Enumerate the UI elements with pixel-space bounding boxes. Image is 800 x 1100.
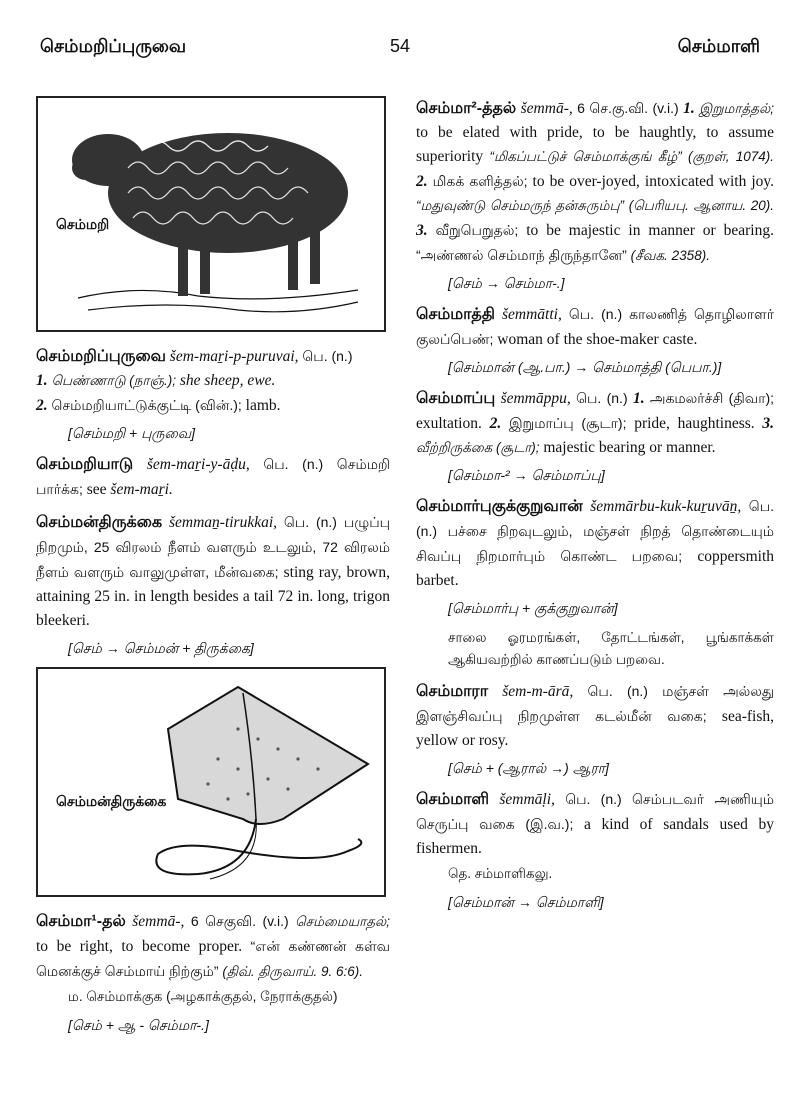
cognate-note: ம. செம்மாக்குக (அழகாக்குதல், நேராக்குதல்) xyxy=(68,989,338,1004)
header-right-guide-word: செம்மாளி xyxy=(677,36,760,56)
headword: செம்மறிப்புருவை xyxy=(36,348,166,365)
sense-number: 3. xyxy=(762,415,775,432)
headword: செம்மார்புகுக்குறுவான் xyxy=(416,498,583,515)
headword: செம்மாப்பு xyxy=(416,390,496,407)
entry-sem-maripuruvai xyxy=(36,344,390,444)
english-sense: woman of the shoe-maker caste. xyxy=(497,331,698,348)
sense-number: 1. xyxy=(36,372,48,389)
headword: செம்மாளி xyxy=(416,791,490,808)
tamil-sense: இறுமாத்தல்; xyxy=(699,101,775,116)
tamil-sense: அகமலர்ச்சி (திவா); xyxy=(649,390,775,406)
english-sense: exultation. xyxy=(416,415,482,432)
sheep-figure xyxy=(36,96,386,332)
headword: செம்மா¹-தல் xyxy=(36,913,126,930)
part-of-speech: பெ. (n.) xyxy=(565,791,622,807)
citation: (திவ். திருவாய். 9. 6:6). xyxy=(222,964,363,979)
quotation: “அண்ணல் செம்மாந் திருந்தானே” xyxy=(416,247,627,263)
english-sense: to be right, to become proper. xyxy=(36,938,243,955)
headword: செம்மாரா xyxy=(416,683,489,700)
quotation: “மதுவுண்டு செம்மருந் தன்சுரும்பு” xyxy=(416,198,624,213)
entry-semma2-ttal xyxy=(416,96,774,294)
entry-sem-mariyadu xyxy=(36,452,390,502)
english-sense: a kind of sandals used by fishermen. xyxy=(416,816,774,857)
headword: செம்மா²-த்தல் xyxy=(416,100,517,117)
english-sense: to be majestic in manner or bearing. xyxy=(526,222,774,239)
entry-semmara xyxy=(416,679,774,779)
citation: (குறள், 1074). xyxy=(688,149,774,164)
headword: செம்மன்திருக்கை xyxy=(36,514,163,531)
transliteration: šem-maṟi-y-āḍu, xyxy=(146,456,250,473)
tamil-sense: செம்மையாதல்; xyxy=(295,914,390,929)
quotation: “மிகப்பட்டுச் செம்மாக்குங் கீழ்” xyxy=(489,149,682,164)
part-of-speech: பெ. (n.) xyxy=(576,390,628,406)
sense-number: 2. xyxy=(36,397,48,414)
sense-number: 2. xyxy=(416,173,428,190)
part-of-speech: பெ. (n.) xyxy=(302,348,353,364)
entry-semmarbu-kukkuruvan xyxy=(416,494,774,671)
sheep-figure-caption: செம்மறி xyxy=(56,216,109,235)
transliteration: šem-m-ārā, xyxy=(502,683,574,700)
headword: செம்மாத்தி xyxy=(416,306,495,323)
english-sense: majestic bearing or manner. xyxy=(543,439,716,456)
stingray-figure-caption: செம்மன்திருக்கை xyxy=(56,793,166,812)
citation: (சீவக. 2358). xyxy=(630,248,710,263)
tamil-sense: மஞ்சள் அல்லது இளஞ்சிவப்பு நிறமுள்ள கடல்மீன் வகை; xyxy=(416,683,775,724)
part-of-speech: பெ. (n.) xyxy=(568,306,623,322)
sense-number: 3. xyxy=(416,222,428,239)
english-sense: sea-fish, yellow or rosy. xyxy=(416,708,774,749)
tamil-sense: காலணித் தொழிலாளர் குலப்பெண்; xyxy=(416,306,775,347)
etymology: [செம்மறி + புருவை] xyxy=(68,425,195,441)
etymology: [செம்மான் (ஆ.பா.) → செம்மாத்தி (பெபா.)] xyxy=(448,359,722,375)
sheep-illustration xyxy=(38,98,384,330)
english-sense: see xyxy=(86,481,107,498)
transliteration: šemmā-, xyxy=(132,913,185,930)
english-sense: lamb. xyxy=(245,397,281,414)
english-sense: to be elated with pride, to be haughtly, to assume superiority xyxy=(416,124,774,165)
etymology: [செம்மான் → செம்மாளி] xyxy=(448,894,604,910)
transliteration: šemmāppu, xyxy=(500,390,571,407)
part-of-speech: பெ. (n.) xyxy=(587,683,648,699)
entry-semmappu xyxy=(416,386,774,486)
part-of-speech: 6 செகுவி. (v.i.) xyxy=(190,913,289,929)
tamil-sense: செம்படவர் அணியும் செருப்பு வகை (இ.வ.); xyxy=(416,791,775,832)
cross-reference: šem-maṟi. xyxy=(110,481,173,498)
entry-semmali xyxy=(416,787,774,913)
stingray-figure xyxy=(36,667,386,897)
english-sense: coppersmith barbet. xyxy=(416,548,774,589)
part-of-speech: பெ. (n.) xyxy=(263,456,324,472)
cognate-note: தெ. சம்மாளிகலு. xyxy=(448,866,553,881)
etymology: [செம் → செம்மன் + திருக்கை] xyxy=(68,640,254,656)
entry-semmatti xyxy=(416,302,774,378)
english-sense: to be over-joyed, intoxicated with joy. xyxy=(532,173,774,190)
header-left-guide-word: செம்மறிப்புருவை xyxy=(40,36,187,56)
right-column xyxy=(416,96,774,921)
sense-number: 2. xyxy=(489,415,502,432)
sense-number: 1. xyxy=(632,390,645,407)
transliteration: šemmātti, xyxy=(501,306,562,323)
transliteration: šemmā-, xyxy=(520,100,573,117)
entry-semma1-tal xyxy=(36,909,390,1036)
english-sense: sting ray, brown, attaining 25 in. in length besides a tail 72 in. long, trigon bleekeri. xyxy=(36,564,390,629)
tamil-sense: செம்மறியாட்டுக்குட்டி (வின்.); xyxy=(51,397,242,413)
part-of-speech: 6 செ.கு.வி. (v.i.) xyxy=(577,100,679,116)
tamil-sense: வீற்றிருக்கை (சூடா); xyxy=(416,440,540,455)
tamil-sense: மிகக் களித்தல்; xyxy=(432,173,528,189)
tamil-sense: செம்மறி பார்க்க; xyxy=(36,456,391,497)
tamil-sense: இறுமாப்பு (சூடா); xyxy=(508,415,627,431)
usage-note: சாலை ஓரமரங்கள், தோட்டங்கள், பூங்காக்கள் ஆகியவற்றில் காணப்படும் பறவை. xyxy=(448,630,774,667)
part-of-speech: பெ. (n.) xyxy=(283,514,337,530)
headword: செம்மறியாடு xyxy=(36,456,134,473)
left-column xyxy=(36,96,390,1044)
quotation: “என் கண்ணன் கள்வ மெனக்குச் செம்மாய் நிற்கும்” xyxy=(36,938,391,979)
etymology: [செம்மார்பு + குக்குறுவான்] xyxy=(448,600,618,616)
stingray-illustration xyxy=(38,669,384,895)
transliteration: šemmāḷi, xyxy=(499,791,555,808)
transliteration: šemmaṉ-tirukkai, xyxy=(168,514,278,531)
english-sense: she sheep, ewe. xyxy=(179,372,276,389)
page-number: 54 xyxy=(390,36,411,56)
etymology: [செம் + (ஆரால் →) ஆரா] xyxy=(448,760,609,776)
citation: (பெரியபு. ஆனாய. 20). xyxy=(628,198,774,213)
etymology: [செம் → செம்மா-.] xyxy=(448,275,565,291)
etymology: [செம் + ஆ - செம்மா-.] xyxy=(68,1017,209,1033)
transliteration: šem-maṟi-p-puruvai, xyxy=(169,348,299,365)
entry-semman-tirukkai xyxy=(36,510,390,659)
transliteration: šemmārbu-kuk-kuṟuvāṉ, xyxy=(590,498,742,515)
tamil-sense: பெண்ணாடு (நாஞ்.); xyxy=(51,373,176,388)
tamil-sense: பழுப்பு நிறமும், 25 விரலம் நீளம் வளரும் உடலும், 72 விரலம் நீளம் வளரும் வாலுமுள்ள, மீன்வகை; xyxy=(36,514,391,580)
page-header xyxy=(40,36,760,66)
english-sense: pride, haughtiness. xyxy=(634,415,755,432)
tamil-sense: வீறுபெறுதல்; xyxy=(435,222,519,238)
sense-number: 1. xyxy=(683,100,695,117)
etymology: [செம்மா-² → செம்மாப்பு] xyxy=(448,467,605,483)
part-of-speech: பெ. (n.) xyxy=(416,498,775,539)
tamil-sense: பச்சை நிறவுடலும், மஞ்சள் நிறத் தொண்டையும் சிவப்பு நிறமார்பும் கொண்ட பறவை; xyxy=(416,523,774,564)
